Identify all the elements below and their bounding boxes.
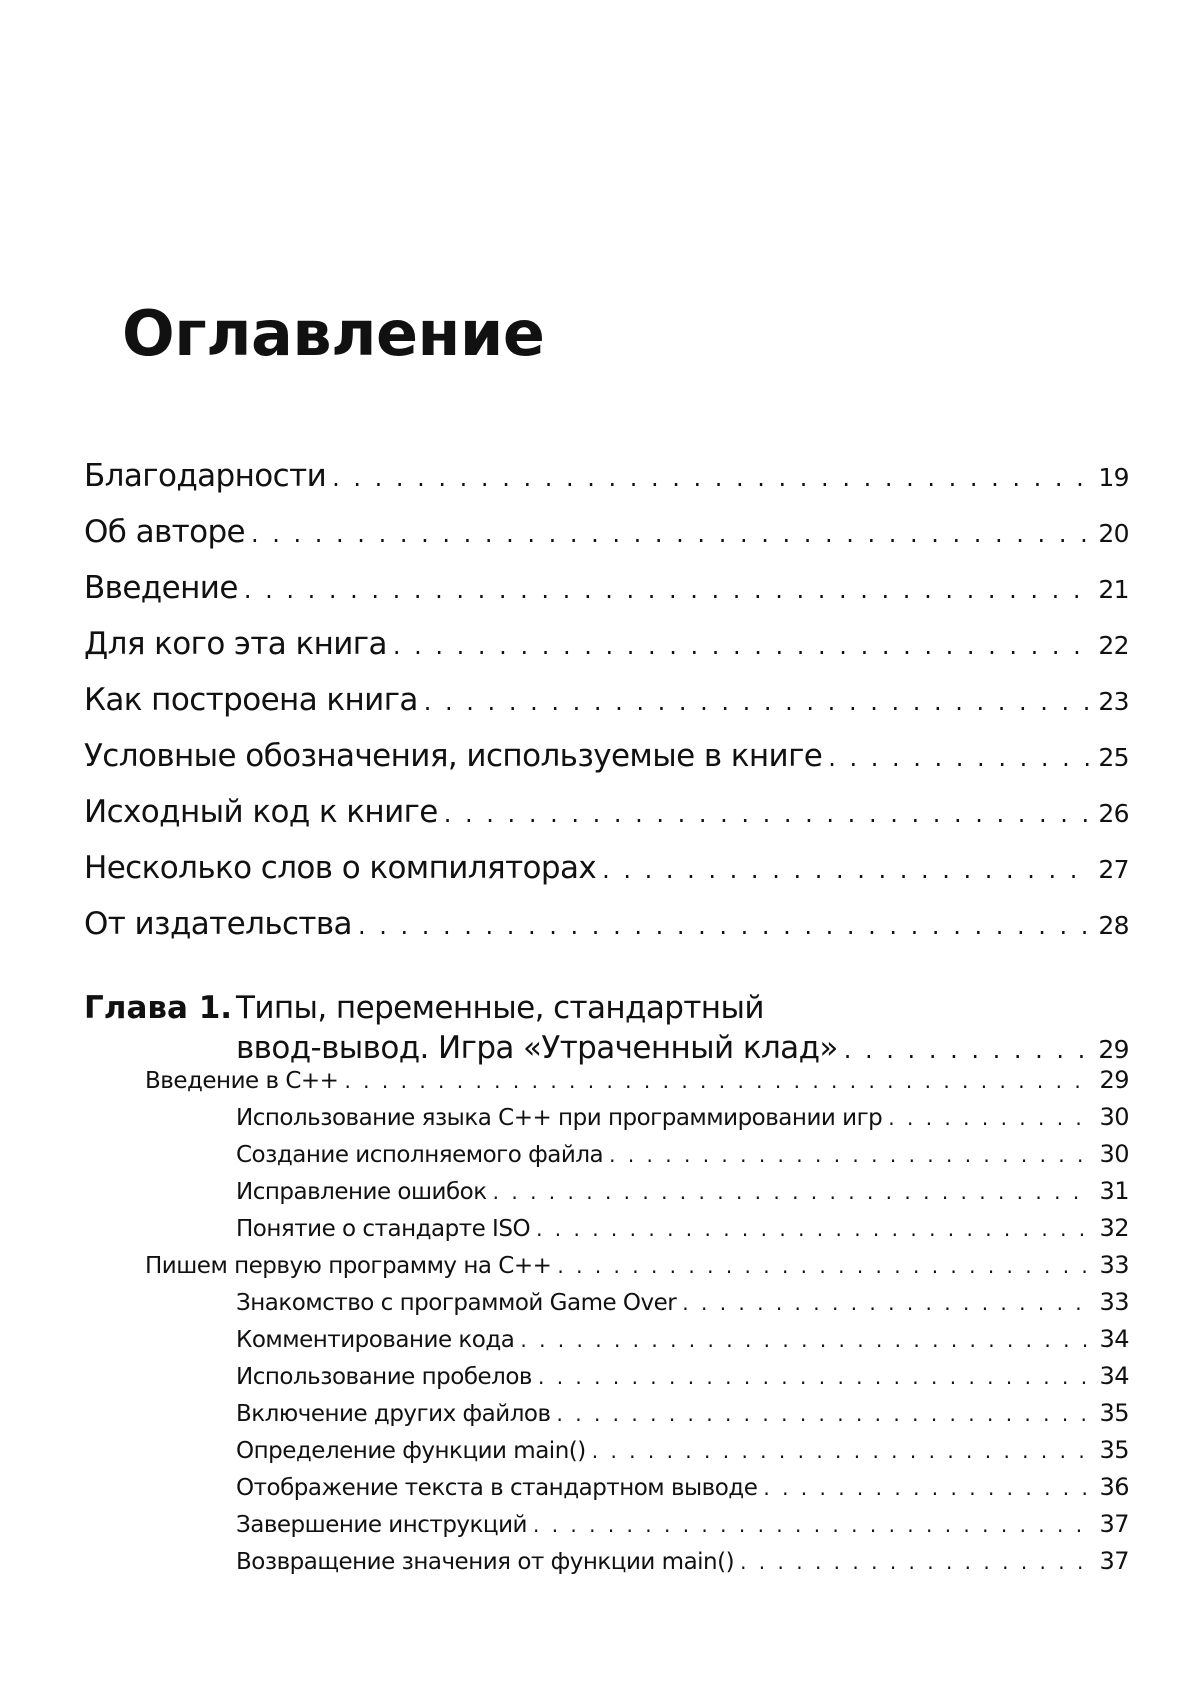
- toc-entry-label: Благодарности: [84, 458, 327, 494]
- toc-entry-page: 22: [1098, 631, 1129, 660]
- toc-subsection[interactable]: [236, 1547, 1129, 1581]
- toc-entry-label: Исходный код к книге: [84, 794, 438, 830]
- toc-entry-label: Об авторе: [84, 514, 246, 550]
- toc-subsection-page: 37: [1099, 1510, 1129, 1538]
- toc-subsection-label: Знакомство с программой Game Over: [236, 1290, 677, 1316]
- toc-subsection[interactable]: [236, 1177, 1129, 1211]
- toc-subsection-page: 31: [1099, 1177, 1129, 1205]
- toc-subsection-page: 33: [1099, 1288, 1129, 1316]
- toc-subsection[interactable]: [236, 1103, 1129, 1137]
- toc-entry-acknowledgements[interactable]: [84, 458, 1129, 502]
- dot-leader: [538, 1365, 1093, 1389]
- toc-section-label: Пишем первую программу на C++: [145, 1253, 552, 1279]
- dot-leader: [424, 688, 1093, 716]
- dot-leader: [888, 1106, 1093, 1130]
- toc-subsection-page: 30: [1099, 1140, 1129, 1168]
- toc-subsection-label: Определение функции main(): [236, 1438, 586, 1464]
- toc-entry-page: 19: [1098, 463, 1129, 492]
- toc-entry-audience[interactable]: [84, 626, 1129, 670]
- toc-subsection-label: Использование языка C++ при программировании игр: [236, 1105, 883, 1131]
- toc-subsection[interactable]: [236, 1510, 1129, 1544]
- dot-leader: [844, 1036, 1093, 1064]
- toc-entry-label: Условные обозначения, используемые в книге: [84, 738, 823, 774]
- toc-subsection-page: 35: [1099, 1436, 1129, 1464]
- chapter-page: 29: [1098, 1035, 1129, 1064]
- toc-section-page: 29: [1099, 1066, 1129, 1094]
- page-title: Оглавление: [122, 297, 545, 370]
- toc-subsection[interactable]: [236, 1140, 1129, 1174]
- toc-entry-compilers[interactable]: [84, 850, 1129, 894]
- toc-subsection-label: Комментирование кода: [236, 1327, 515, 1353]
- toc-subsection[interactable]: [236, 1473, 1129, 1507]
- toc-entry-conventions[interactable]: [84, 738, 1129, 782]
- chapter-heading-line1: [84, 990, 764, 1026]
- toc-subsection-page: 35: [1099, 1399, 1129, 1427]
- toc-subsection[interactable]: [236, 1325, 1129, 1359]
- dot-leader: [393, 632, 1092, 660]
- toc-entry-book-structure[interactable]: [84, 682, 1129, 726]
- toc-entry-page: 25: [1098, 743, 1129, 772]
- toc-entry-page: 27: [1098, 855, 1129, 884]
- toc-entry-page: 21: [1098, 575, 1129, 604]
- dot-leader: [557, 1402, 1094, 1426]
- toc-entry-label: Для кого эта книга: [84, 626, 387, 662]
- dot-leader: [244, 576, 1093, 604]
- toc-subsection-page: 34: [1099, 1325, 1129, 1353]
- dot-leader: [682, 1291, 1093, 1315]
- dot-leader: [332, 464, 1092, 492]
- toc-section-label: Введение в C++: [145, 1068, 339, 1094]
- toc-subsection-page: 34: [1099, 1362, 1129, 1390]
- toc-entry-page: 28: [1098, 911, 1129, 940]
- toc-entry-publisher[interactable]: [84, 906, 1129, 950]
- toc-subsection-page: 37: [1099, 1547, 1129, 1575]
- dot-leader: [444, 800, 1093, 828]
- toc-entry-source-code[interactable]: [84, 794, 1129, 838]
- toc-entry-introduction[interactable]: [84, 570, 1129, 614]
- toc-section[interactable]: [145, 1066, 1129, 1100]
- toc-subsection[interactable]: [236, 1399, 1129, 1433]
- toc-subsection-page: 32: [1099, 1214, 1129, 1242]
- toc-subsection-label: Исправление ошибок: [236, 1179, 487, 1205]
- toc-entry-label: Несколько слов о компиляторах: [84, 850, 597, 886]
- chapter-heading-line2: [236, 1030, 1129, 1066]
- toc-subsection[interactable]: [236, 1436, 1129, 1470]
- toc-subsection-label: Отображение текста в стандартном выводе: [236, 1475, 758, 1501]
- toc-entry-about-author[interactable]: [84, 514, 1129, 558]
- toc-subsection-label: Использование пробелов: [236, 1364, 532, 1390]
- toc-subsection-page: 30: [1099, 1103, 1129, 1131]
- toc-subsection-label: Завершение инструкций: [236, 1512, 527, 1538]
- toc-subsection[interactable]: [236, 1362, 1129, 1396]
- toc-entry-label: От издательства: [84, 906, 352, 942]
- dot-leader: [602, 856, 1092, 884]
- dot-leader: [536, 1217, 1093, 1241]
- dot-leader: [609, 1143, 1093, 1167]
- toc-subsection-label: Создание исполняемого файла: [236, 1142, 604, 1168]
- toc-subsection-label: Возвращение значения от функции main(): [236, 1549, 735, 1575]
- toc-subsection-label: Понятие о стандарте ISO: [236, 1216, 531, 1242]
- toc-entry-page: 26: [1098, 799, 1129, 828]
- toc-section-page: 33: [1099, 1251, 1129, 1279]
- dot-leader: [740, 1550, 1093, 1574]
- dot-leader: [493, 1180, 1094, 1204]
- toc-subsection[interactable]: [236, 1214, 1129, 1248]
- toc-subsection-label: Включение других файлов: [236, 1401, 551, 1427]
- chapter-number: Глава 1.: [84, 990, 233, 1026]
- dot-leader: [828, 744, 1092, 772]
- dot-leader: [251, 520, 1092, 548]
- chapter-title-line2: ввод-вывод. Игра «Утраченный клад»: [236, 1030, 838, 1066]
- dot-leader: [358, 912, 1092, 940]
- dot-leader: [557, 1254, 1093, 1278]
- dot-leader: [533, 1513, 1093, 1537]
- toc-subsection-page: 36: [1099, 1473, 1129, 1501]
- toc-entry-label: Как построена книга: [84, 682, 418, 718]
- dot-leader: [344, 1069, 1093, 1093]
- toc-subsection[interactable]: [236, 1288, 1129, 1322]
- dot-leader: [763, 1476, 1093, 1500]
- toc-entry-page: 23: [1098, 687, 1129, 716]
- toc-entry-page: 20: [1098, 519, 1129, 548]
- chapter-title-line1: Типы, переменные, стандартный: [236, 990, 764, 1026]
- dot-leader: [592, 1439, 1094, 1463]
- toc-section[interactable]: [145, 1251, 1129, 1285]
- toc-entry-label: Введение: [84, 570, 238, 606]
- dot-leader: [520, 1328, 1093, 1352]
